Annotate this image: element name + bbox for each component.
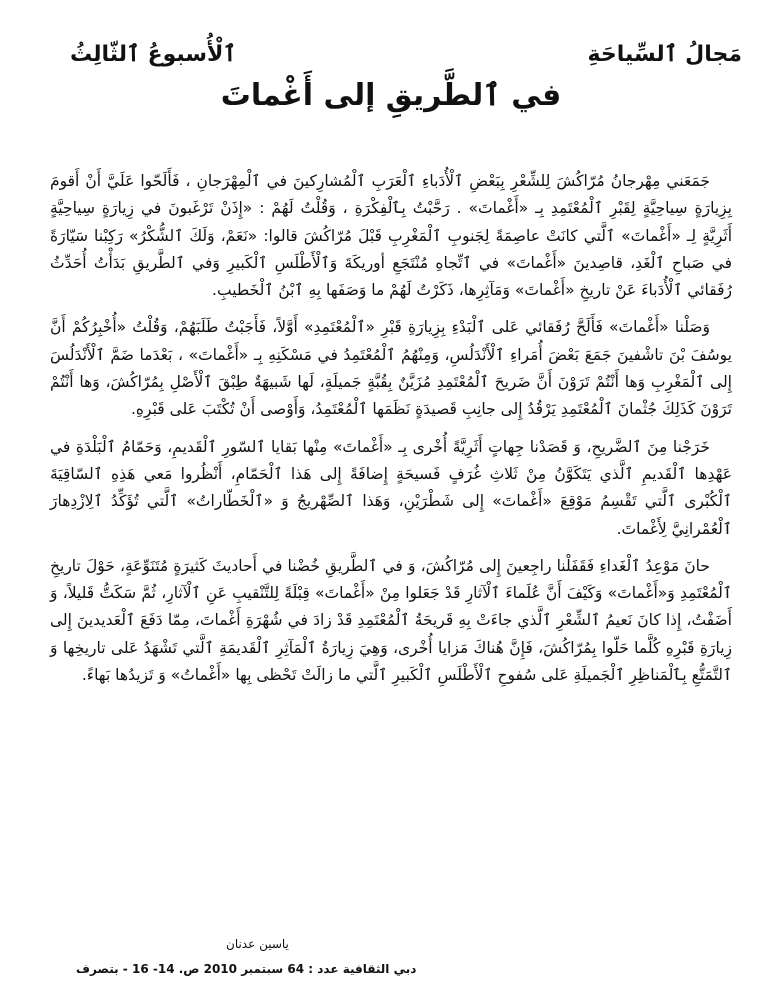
article-body xyxy=(50,168,732,699)
paragraph-4: حانَ مَوْعِدُ ٱلْغَداءِ فَقَفَلْنا راجِعينَ إِلى مُرّاكُشَ، وَ في ٱلطَّريقِ خُضْنا في أَحاديثَ كَثيرَةٍ مُتَنَوِّعَةٍ، حَوْلَ تاريخِ ٱلْمُعْتَمِدِ وَ«أَغْماتَ» وَكَيْفَ أَنَّ عُلَماءَ ٱلْآثارِ قَدْ جَعَلوا مِنْ «أَغْماتَ» قِبْلَةً لِلتَّنْقيبِ عَنِ ٱلْآثارِ، ثُمَّ سَكَتُّ قَليلاً، وَ أَضَفْتُ، إِذا كانَ نَعيمُ ٱلشِّعْرِ ٱلَّذي جاءَتْ بِهِ قَريحَةُ ٱلْمُعْتَمِدِ قَدْ زادَ في شُهْرَةِ أَغْماتَ، مِمّا دَفَعَ ٱلْعَديدينَ إِلى زِيارَةِ قَبْرِهِ كُلَّما حَلّوا بِمُرّاكُشَ، فَإِنَّ هُناكَ مَزايا أُخْرى، وَهِيَ زِيارَةُ ٱلْمَآثِرِ ٱلْقَديمَةِ ٱلَّتي تَشْهَدُ عَلى تاريخِها وَ ٱلتَّمَتُّعِ بِٱلْمَناظِرِ ٱلْجَميلَةِ عَلى سُفوحِ ٱلْأَطْلَسِ ٱلْكَبيرِ ٱلَّتي ما زالَتْ تَحْظى بِها «أَغْماتُ» وَ تَزيدُها بَهاءً. xyxy=(50,556,732,685)
page-title: في ٱلطَّريقِ إلى أَغْماتَ xyxy=(220,78,562,113)
source-citation: دبي الثقافية عدد : 64 سبتمبر 2010 ص. 14- 16 - بتصرف xyxy=(76,962,417,976)
domain-label: مَجالُ ٱلسِّياحَةِ xyxy=(587,42,742,67)
paragraph-2: وَصَلْنا «أَغْماتَ» فَأَلَحَّ رُفَقائي عَلى ٱلْبَدْءِ بِزِيارَةِ قَبْرِ «ٱلْمُعْتَمِدِ» أَوَّلاً، فَأَجَبْتُ طَلَبَهُمْ، وَقُلْتُ «أُخْبِرُكُمْ أَنَّ يوسُفَ بْنَ تاشْفينَ جَمَعَ بَعْضَ أُمَراءِ ٱلْأَنْدَلُسِ، وَمِنْهُمُ ٱلْمُعْتَمِدُ في مَسْكَنِهِ بِـ «أَغْماتَ» ، بَعْدَما ضَمَّ ٱلْأَنْدَلُسَ إِلى ٱلْمَغْرِبِ وَها أَنْتُمْ تَرَوْنَ أَنَّ ضَريحَ ٱلْمُعْتَمِدِ مُزَيَّنٌ بِقُبَّةٍ جَميلَةٍ، لَها شَبيهَةٌ طِبْقَ ٱلْأَصْلِ بِمُرّاكُشَ، وَها أَنْتُمْ تَرَوْنَ كَذَلِكَ جُثْمانَ ٱلْمُعْتَمِدِ يَرْقُدُ إِلى جانِبِ قَصيدَةٍ نَظَمَها ٱلْمُعْتَمِدُ، وَأَوْصى أَنْ تُكْتَبَ عَلى قَبْرِهِ. xyxy=(50,318,732,419)
week-label: ٱلْأُسبوعُ ٱلثّالِثُ xyxy=(70,42,237,67)
paragraph-1: جَمَعَني مِهْرجانُ مُرّاكُشَ لِلشِّعْرِ بِبَعْضِ ٱلْأُدَباءِ ٱلْعَرَبِ ٱلْمُشارِكينَ في ٱلْمِهْرَجانِ ، فَأَلَحّوا عَلَيَّ أَنْ أَقومَ بِزِيارَةٍ سِياحِيَّةٍ لِقَبْرِ ٱلْمُعْتَمِدِ بِـ «أَغْماتَ» . رَحَّبْتُ بِٱلْفِكْرَةِ ، وَقُلْتُ لَهُمْ : «إِذَنْ تَرْغَبونَ في زِيارَةٍ سِياحِيَّةٍ أَثَرِيَّةٍ لِـ «أَغْماتَ» ٱلَّتي كانَتْ عاصِمَةً لِجَنوبِ ٱلْمَغْرِبِ قَبْلَ مُرّاكُشَ قالوا: «نَعَمْ، وَلَكَ ٱلشُّكْرُ» رَكِبْنا سَيّارَةً في صَباحِ ٱلْغَدِ، قاصِدينَ «أَغْماتَ» في ٱتِّجاهِ مُنْتَجَعِ أوريكَةَ وَٱلْأَطْلَسِ ٱلْكَبيرِ وَفي ٱلطَّريقِ بَدَأْتُ أُحَدِّثُ رُفَقائي ٱلْأُدَباءَ عَنْ تاريخِ «أَغْماتَ» وَمَآثِرِها، ذَكَرْتُ لَهُمْ ما وَصَفَها بِهِ ٱبْنُ ٱلْخَطيبِ. xyxy=(50,172,732,300)
author-name: ياسين عدنان xyxy=(226,937,289,951)
paragraph-3: خَرَجْنا مِنَ ٱلضَّريحِ، وَ قَصَدْنا جِهاتٍ أَثَرِيَّةً أُخْرى بِـ «أَغْماتَ» مِنْها بَقايا ٱلسّورِ ٱلْقَديمِ، وَحَمّامُ ٱلْبَلْدَةِ في عَهْدِها ٱلْقَديمِ ٱلَّذي يَتَكَوَّنُ مِنْ ثَلاثِ غُرَفٍ فَسيحَةٍ إِضافَةً إِلى هَذا ٱلْحَمّامِ، أَنْظُروا مَعي هَذِهِ ٱلسّاقِيَةَ ٱلْكُبْرى ٱلَّتي تَقْسِمُ مَوْقِعَ «أَغْماتَ» إِلى شَطْرَيْنِ، وَهَذا ٱلصِّهْريجُ وَ «ٱلْخَطّاراتُ» ٱلَّتي تُؤَكِّدُ ٱلِازْدِهارَ ٱلْعُمْرانِيَّ لِأَغْماتَ. xyxy=(50,437,732,538)
